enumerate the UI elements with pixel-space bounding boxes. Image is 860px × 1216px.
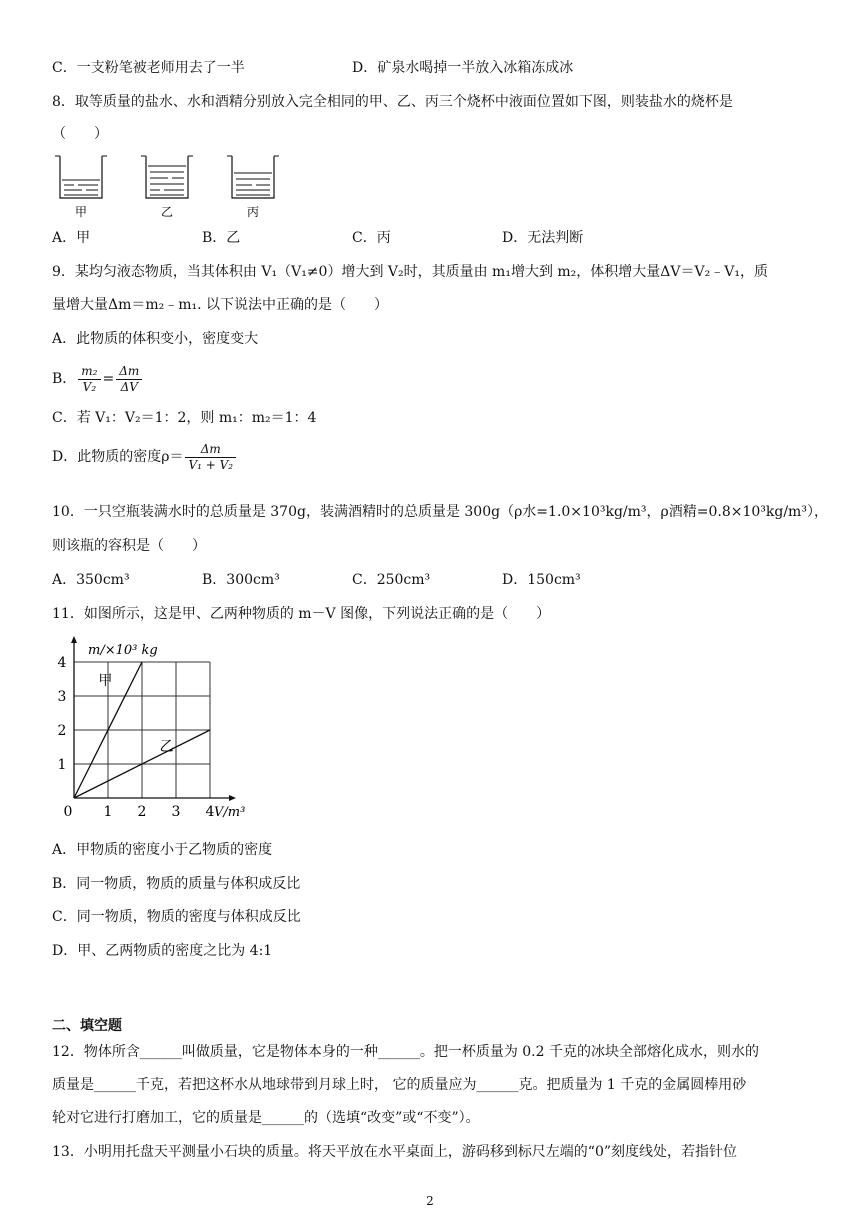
x-tick-label: 3 — [171, 804, 181, 820]
q9-fraction-den: V₂ — [82, 379, 97, 394]
m-v-chart — [52, 636, 272, 826]
q8-stem: 8．取等质量的盐水、水和酒精分别放入完全相同的甲、乙、丙三个烧杯中液面位置如下图，则装盐水的烧杯是 — [52, 94, 733, 110]
q8-beakers-figure — [52, 152, 282, 222]
y-tick-label: 4 — [57, 655, 67, 671]
q10-option-c: C．250cm³ — [352, 572, 431, 588]
q11-option-b: B．同一物质，物质的质量与体积成反比 — [52, 876, 301, 892]
q9-option-b — [52, 362, 144, 396]
beaker-jia — [55, 156, 107, 198]
q10-option-a: A．350cm³ — [52, 572, 130, 588]
beaker-label-yi: 乙 — [160, 205, 174, 219]
q9-fraction-num: Δm — [116, 364, 142, 380]
q8-paren: （ ） — [52, 126, 108, 142]
y-axis-label: m/×10³ kg — [88, 643, 158, 658]
y-tick-label: 1 — [57, 757, 67, 773]
q9-fraction-num: Δm — [185, 442, 236, 458]
q9-option-c: C．若 V₁：V₂＝1：2，则 m₁：m₂＝1：4 — [52, 410, 317, 426]
q9-fraction-density — [185, 442, 236, 473]
series-label-yi: 乙 — [159, 739, 174, 756]
x-tick-label: 2 — [137, 804, 147, 820]
q10-stem-line2: 则该瓶的容积是（ ） — [52, 538, 206, 554]
q9-stem-line1: 9．某均匀液态物质，当其体积由 V₁（V₁≠0）增大到 V₂时，其质量由 m₁增大到 m₂，体积增大量ΔV＝V₂﹣V₁，质 — [52, 264, 768, 280]
q12-line3: 轮对它进行打磨加工，它的质量是______的（选填“改变”或“不变”）。 — [52, 1110, 480, 1126]
series-label-jia: 甲 — [98, 673, 113, 690]
x-axis-arrow — [229, 795, 236, 801]
x-axis-label: V/m³ — [214, 805, 246, 820]
y-tick-label: 2 — [57, 723, 67, 739]
q12-line1: 12．物体所含______叫做质量，它是物体本身的一种______。把一杯质量为 0.2 千克的冰块全部熔化成水，则水的 — [52, 1044, 759, 1060]
page-number: 2 — [426, 1194, 434, 1208]
beaker-label-jia: 甲 — [74, 205, 88, 219]
x-tick-label: 4 — [205, 804, 215, 820]
q13-line1: 13．小明用托盘天平测量小石块的质量。将天平放在水平桌面上，游码移到标尺左端的“0”刻度线处，若指针位 — [52, 1144, 738, 1160]
section-title-fill-blank: 二、填空题 — [52, 1018, 122, 1034]
q9-option-a: A．此物质的体积变小，密度变大 — [52, 331, 259, 347]
beaker-bing — [227, 156, 279, 198]
q8-option-d: D．无法判断 — [502, 230, 584, 246]
q11-option-c: C．同一物质，物质的密度与体积成反比 — [52, 909, 301, 925]
beaker-label-bing: 丙 — [246, 205, 260, 219]
x-tick-label: 0 — [63, 804, 73, 820]
q9-option-d-prefix: D．此物质的密度ρ＝ — [52, 449, 184, 465]
q9-fraction-m2-v2 — [78, 364, 100, 395]
q12-line2: 质量是______千克，若把这杯水从地球带到月球上时， 它的质量应为______克。把质量为 1 千克的金属圆棒用砂 — [52, 1077, 747, 1093]
beaker-yi — [141, 156, 193, 198]
q7-option-d: D．矿泉水喝掉一半放入冰箱冻成冰 — [352, 60, 574, 76]
q9-option-d — [52, 440, 238, 474]
q9-fraction-num: m₂ — [78, 364, 100, 380]
q10-option-b: B．300cm³ — [202, 572, 280, 588]
y-tick-label: 3 — [57, 689, 67, 705]
q11-option-a: A．甲物质的密度小于乙物质的密度 — [52, 842, 273, 858]
q9-fraction-den: V₁ + V₂ — [188, 457, 234, 472]
q9-option-b-eq: = — [102, 371, 115, 387]
q8-option-b: B．乙 — [202, 230, 241, 246]
q10-stem-line1: 10．一只空瓶装满水时的总质量是 370g，装满酒精时的总质量是 300g（ρ水=1.0×10³kg/m³，ρ酒精=0.8×10³kg/m³）， — [52, 504, 828, 520]
q9-option-b-prefix: B． — [52, 371, 77, 387]
q7-option-c: C．一支粉笔被老师用去了一半 — [52, 60, 245, 76]
q11-stem: 11．如图所示，这是甲、乙两种物质的 m－V 图像，下列说法正确的是（ ） — [52, 606, 551, 622]
q10-option-d: D．150cm³ — [502, 572, 581, 588]
q9-stem-line2: 量增大量Δm＝m₂﹣m₁. 以下说法中正确的是（ ） — [52, 297, 389, 313]
q11-option-d: D．甲、乙两物质的密度之比为 4:1 — [52, 943, 273, 959]
q8-option-c: C．丙 — [352, 230, 391, 246]
q9-fraction-den: ΔV — [120, 379, 138, 394]
q9-fraction-dm-dv — [116, 364, 142, 395]
q8-option-a: A．甲 — [52, 230, 91, 246]
y-axis-arrow — [71, 636, 77, 643]
x-tick-label: 1 — [103, 804, 113, 820]
